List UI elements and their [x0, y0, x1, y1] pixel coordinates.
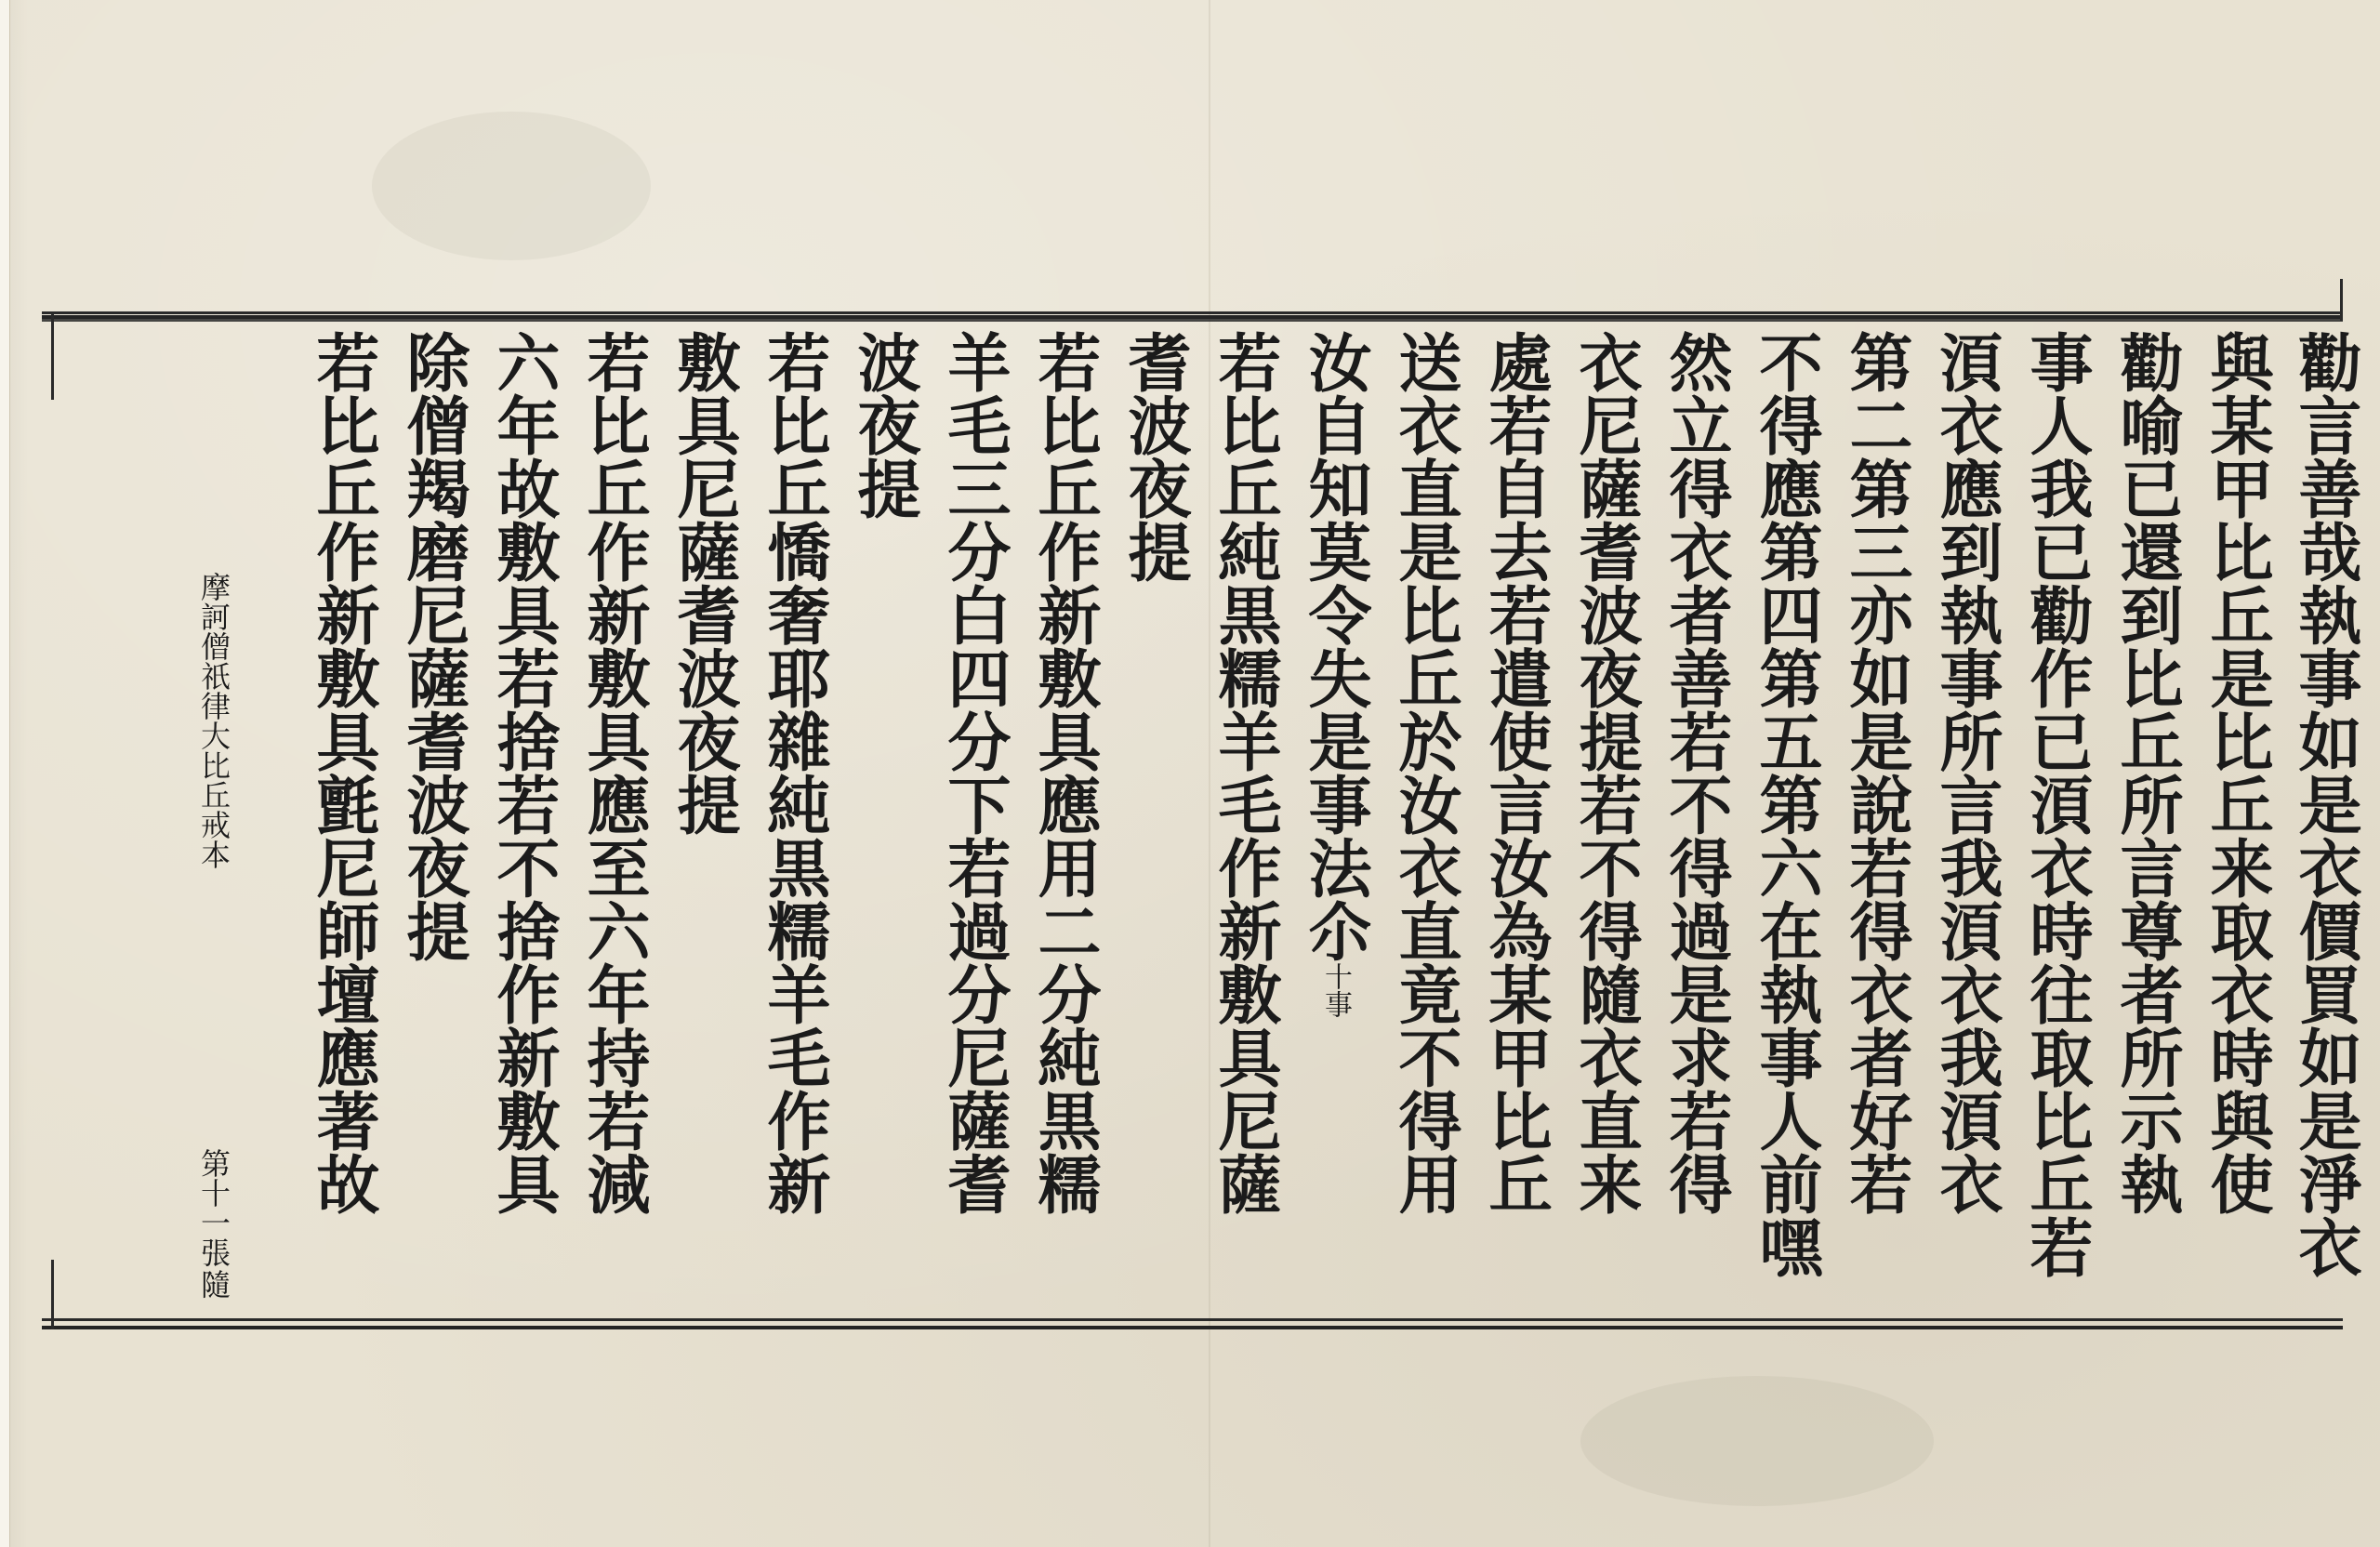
text-column: 敷具尼薩耆波夜提 — [667, 330, 741, 836]
text-column: 若比丘作新敷具氈尼師壇應著故 — [306, 330, 380, 1215]
frame-left-border — [51, 1260, 54, 1329]
text-column: 處若自去若遣使言汝為某甲比丘 — [1478, 330, 1553, 1215]
text-block — [56, 330, 2362, 1316]
text-column: 除僧羯磨尼薩耆波夜提 — [396, 330, 470, 962]
frame-top-border — [42, 315, 2343, 319]
text-column: 然立得衣者善若不得過是求若得 — [1659, 330, 1733, 1215]
margin-page-number: 第十一張 — [196, 1148, 231, 1267]
frame-bottom-border — [42, 1326, 2343, 1329]
text-column: 與某甲比丘是比丘来取衣時與使 — [2200, 330, 2274, 1215]
text-column: 送衣直是比丘於汝衣直竟不得用 — [1388, 330, 1462, 1215]
margin-title: 摩訶僧祇律大比丘戒本 — [196, 572, 231, 869]
text-column: 勸喻已還到比丘所言尊者所示執 — [2109, 330, 2184, 1215]
text-column: 波夜提 — [847, 330, 921, 520]
text-column: 若比丘作新敷具應用二分純黒糯 — [1027, 330, 1102, 1215]
text-column: 勸言善哉執事如是衣價買如是淨衣 — [2288, 330, 2362, 1278]
frame-left-border — [51, 311, 54, 400]
inline-note: 十事 — [1319, 962, 1352, 1018]
margin-mark: 隨 — [196, 1269, 231, 1299]
paper-stain — [372, 112, 651, 260]
text-column: 若比丘作新敷具應至六年持若減 — [576, 330, 651, 1215]
text-column: 第二第三亦如是說若得衣者好若 — [1839, 330, 1913, 1215]
frame-right-border — [2340, 279, 2343, 321]
text-column: 若比丘純黒糯羊毛作新敷具尼薩 — [1208, 330, 1282, 1215]
text-column: 汝自知莫令失是事法尒 — [1298, 330, 1372, 962]
text-column: 六年故敷具若捨若不捨作新敷具 — [486, 330, 561, 1215]
page-edge — [0, 0, 10, 1547]
frame-top-border — [42, 311, 2343, 314]
text-column: 不得應第四第五第六在執事人前嘿 — [1749, 330, 1823, 1278]
text-column: 衣尼薩耆波夜提若不得隨衣直来 — [1568, 330, 1643, 1215]
text-column: 事人我已勸作已湏衣時往取比丘若 — [2019, 330, 2094, 1278]
text-column-with-note — [1292, 330, 1378, 1018]
text-column: 耆波夜提 — [1117, 330, 1192, 583]
paper-stain — [1580, 1376, 1934, 1506]
text-column: 湏衣應到執事所言我湏衣我湏衣 — [1929, 330, 2003, 1215]
frame-bottom-border — [42, 1318, 2343, 1321]
text-column: 羊毛三分白四分下若過分尼薩耆 — [937, 330, 1012, 1215]
text-column: 若比丘憍奢耶雜純黒糯羊毛作新 — [757, 330, 831, 1215]
